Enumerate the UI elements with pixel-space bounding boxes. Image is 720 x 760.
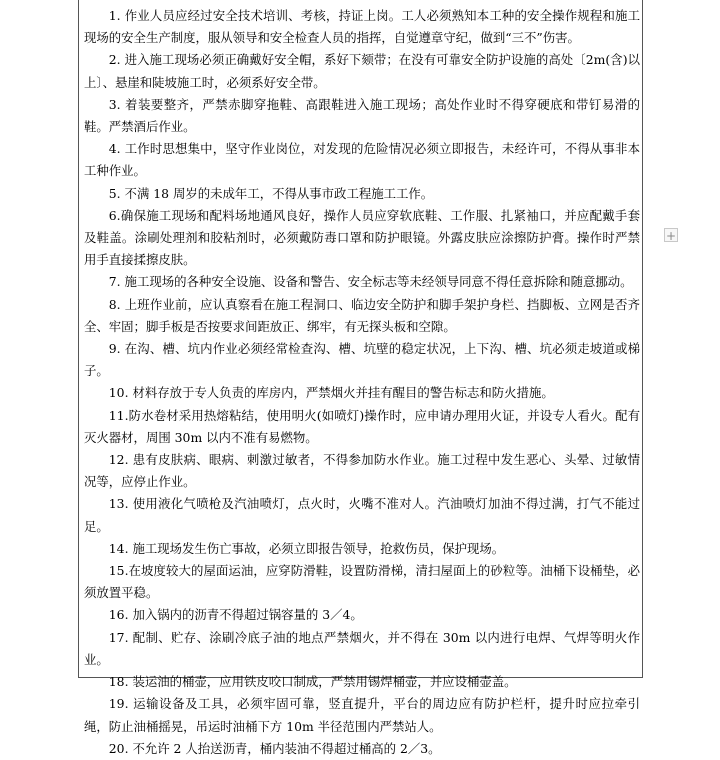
rule-paragraph-13: 13. 使用液化气喷枪及汽油喷灯，点火时，火嘴不准对人。汽油喷灯加油不得过满，打气不能过足。 <box>84 496 640 534</box>
table-right-border <box>642 0 643 678</box>
rule-paragraph-15: 15.在坡度较大的屋面运油，应穿防滑鞋，设置防滑梯，清扫屋面上的砂粒等。油桶下设桶垫，必须放置平稳。 <box>84 563 640 601</box>
rule-paragraph-11: 11.防水卷材采用热熔粘结，使用明火(如喷灯)操作时，应申请办理用火证，并设专人看火。配有灭火器材，周围 30m 以内不准有易燃物。 <box>84 407 640 445</box>
rule-paragraph-6: 6.确保施工现场和配料场地通风良好，操作人员应穿软底鞋、工作服、扎紧袖口，并应配戴手套及鞋盖。涂刷处理剂和胶粘剂时，必须戴防毒口罩和防护眼镜。外露皮肤应涂擦防护膏。操作时严禁用手直接揉擦皮肤。 <box>84 207 640 268</box>
rule-paragraph-7: 7. 施工现场的各种安全设施、设备和警告、安全标志等未经领导同意不得任意拆除和随意挪动。 <box>108 274 633 290</box>
rule-paragraph-20: 20. 不允许 2 人抬送沥青，桶内装油不得超过桶高的 2／3。 <box>108 740 441 756</box>
rule-paragraph-10: 10. 材料存放于专人负责的库房内，严禁烟火并挂有醒目的警告标志和防火措施。 <box>108 385 554 401</box>
rule-paragraph-19: 19. 运输设备及工具，必须牢固可靠，竖直提升，平台的周边应有防护栏杆，提升时应拉牵引绳，防止油桶摇晃，吊运时油桶下方 10m 半径范围内严禁站人。 <box>84 696 640 734</box>
rule-paragraph-2: 2. 进入施工现场必须正确戴好安全帽，系好下颏带；在没有可靠安全防护设施的高处〔2m(含)以上〕、悬崖和陡坡施工时，必须系好安全带。 <box>84 52 640 90</box>
rule-paragraph-17: 17. 配制、贮存、涂刷冷底子油的地点严禁烟火，并不得在 30m 以内进行电焊、气焊等明火作业。 <box>84 629 640 667</box>
rule-paragraph-12: 12. 患有皮肤病、眼病、刺激过敏者，不得参加防水作业。施工过程中发生恶心、头晕、过敏情况等，应停止作业。 <box>84 452 640 490</box>
document-body <box>84 5 640 760</box>
rule-paragraph-1: 1. 作业人员应经过安全技术培训、考核，持证上岗。工人必须熟知本工种的安全操作规程和施工现场的安全生产制度，服从领导和安全检查人员的指挥，自觉遵章守纪，做到“三不”伤害。 <box>84 8 640 46</box>
rule-paragraph-18: 18. 装运油的桶壶，应用铁皮咬口制成，严禁用锡焊桶壶，并应设桶壶盖。 <box>108 674 517 690</box>
table-left-border <box>78 0 79 678</box>
rule-paragraph-4: 4. 工作时思想集中，坚守作业岗位，对发现的危险情况必须立即报告，未经许可，不得从事非本工种作业。 <box>84 141 640 179</box>
rule-paragraph-9: 9. 在沟、槽、坑内作业必须经常检查沟、槽、坑壁的稳定状况，上下沟、槽、坑必须走坡道或梯子。 <box>84 341 640 379</box>
add-comment-icon[interactable]: + <box>665 229 677 243</box>
rule-paragraph-5: 5. 不满 18 周岁的未成年工，不得从事市政工程施工工作。 <box>108 185 434 201</box>
rule-paragraph-8: 8. 上班作业前，应认真察看在施工程洞口、临边安全防护和脚手架护身栏、挡脚板、立网是否齐全、牢固；脚手板是否按要求间距放正、绑牢，有无探头板和空隙。 <box>84 296 640 334</box>
rule-paragraph-3: 3. 着装要整齐，严禁赤脚穿拖鞋、高跟鞋进入施工现场；高处作业时不得穿硬底和带钉易滑的鞋。严禁酒后作业。 <box>84 96 640 135</box>
rule-paragraph-16: 16. 加入锅内的沥青不得超过锅容量的 3／4。 <box>108 607 363 623</box>
rule-paragraph-14: 14. 施工现场发生伤亡事故，必须立即报告领导，抢救伤员，保护现场。 <box>108 540 505 556</box>
